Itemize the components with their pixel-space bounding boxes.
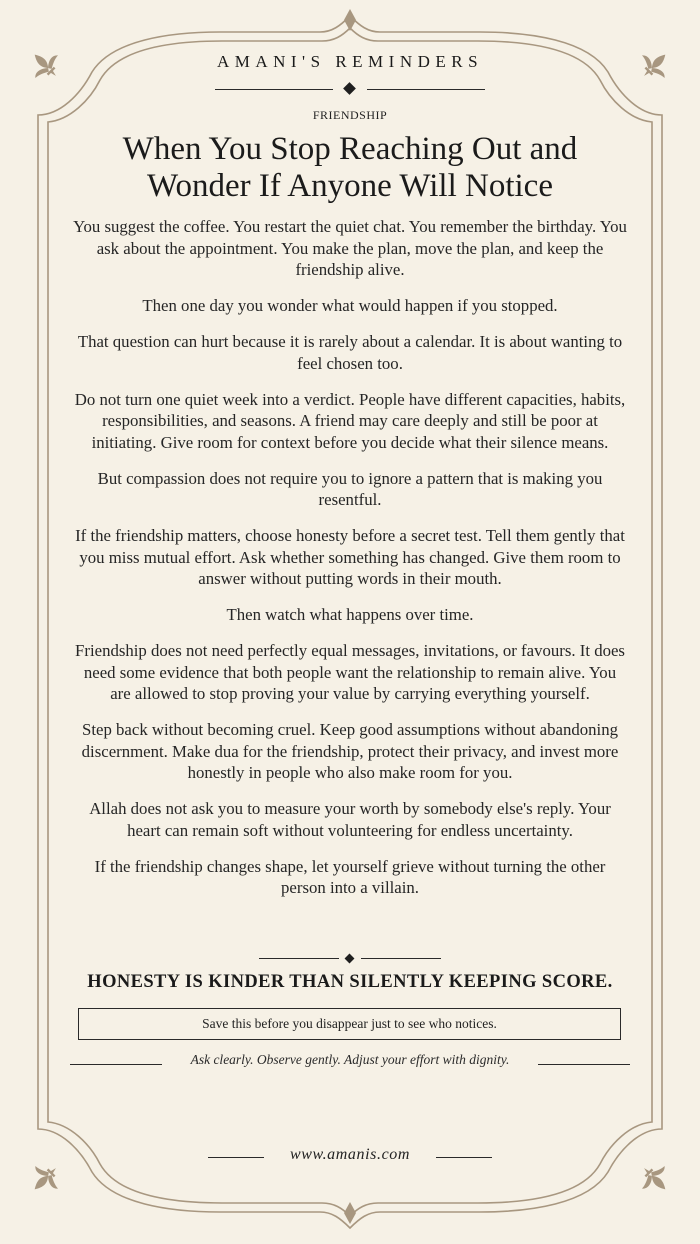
website-row [208, 1146, 492, 1168]
paragraph: But compassion does not require you to ignore a pattern that is making you resentful. [97, 468, 603, 509]
section-divider [259, 952, 441, 966]
brand-title: AMANI'S REMINDERS [216, 52, 484, 71]
paragraph: Do not turn one quiet week into a verdict. People have different capacities, habits, responsibilities, and seasons. A friend may care deeply and still be poor at initiating. Give room for context before you decide what their silence means. [74, 389, 626, 452]
paragraph: If the friendship matters, choose honesty before a secret test. Tell them gently that you miss mutual effort. Ask whether something has changed. Give them room to answer without putting words in their mouth. [75, 526, 625, 588]
paragraph: You suggest the coffee. You restart the quiet chat. You remember the birthday. You ask about the appointment. You make the plan, move the plan, and keep the friendship alive. [73, 217, 627, 279]
page-title [40, 131, 660, 205]
diamond-icon [343, 82, 356, 95]
paragraph: Step back without becoming cruel. Keep good assumptions without abandoning discernment. Make dua for the friendship, protect their privacy, and invest more honestly in people who also make room for you. [81, 720, 619, 782]
website-link[interactable]: www.amanis.com [289, 1146, 411, 1163]
diamond-icon [345, 954, 355, 964]
tagline: Ask clearly. Observe gently. Adjust your effort with dignity. [190, 1052, 510, 1067]
article-body [72, 216, 628, 913]
category-label: FRIENDSHIP [312, 108, 388, 122]
title-line: When You Stop Reaching Out and [122, 131, 578, 167]
tagline-row [70, 1052, 630, 1072]
paragraph: Allah does not ask you to measure your worth by somebody else's reply. Your heart can remain soft without volunteering for endless uncertainty. [89, 799, 611, 840]
paragraph: That question can hurt because it is rarely about a calendar. It is about wanting to feel chosen too. [77, 332, 623, 373]
brand-divider [215, 81, 485, 97]
paragraph: Friendship does not need perfectly equal messages, invitations, or favours. It does need some evidence that both people want the relationship to remain alive. You are allowed to stop proving your value by carrying everything yourself. [75, 641, 625, 703]
title-line: Wonder If Anyone Will Notice [147, 168, 553, 204]
paragraph: Then watch what happens over time. [226, 605, 474, 624]
paragraph: Then one day you wonder what would happen if you stopped. [142, 296, 558, 315]
paragraph: If the friendship changes shape, let yourself grieve without turning the other person into a villain. [94, 856, 606, 897]
key-takeaway: HONESTY IS KINDER THAN SILENTLY KEEPING SCORE. [87, 972, 613, 992]
save-note-box: Save this before you disappear just to see who notices. [78, 1008, 621, 1040]
